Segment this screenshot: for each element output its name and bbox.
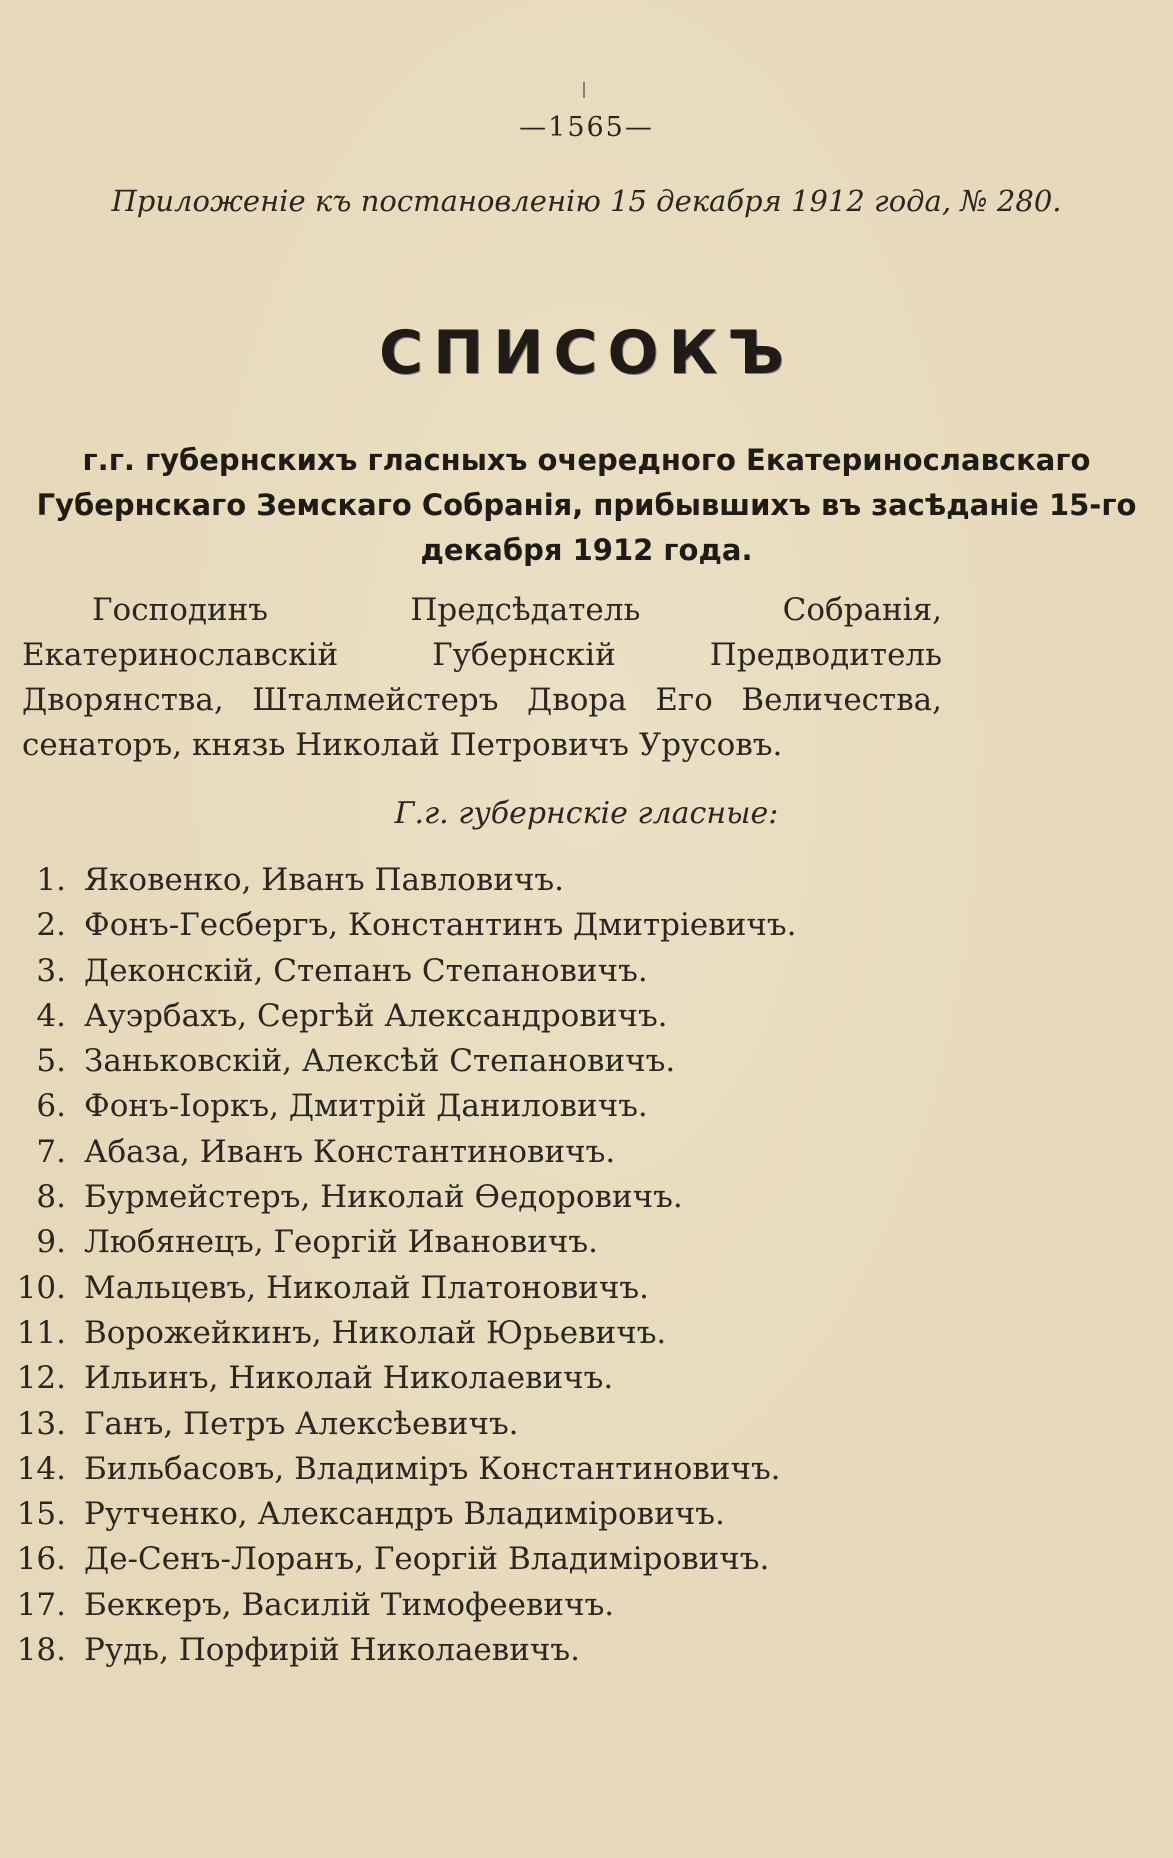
item-number: 18. — [16, 1632, 66, 1669]
list-item — [0, 1402, 1000, 1447]
member-name: Ильинъ, Николай Николаевичъ. — [84, 1360, 614, 1397]
item-number: 13. — [16, 1405, 66, 1442]
list-item — [0, 1492, 1000, 1537]
member-list — [0, 858, 1000, 1673]
member-name: Ауэрбахъ, Сергѣй Александровичъ. — [84, 997, 668, 1034]
list-item — [0, 1039, 1000, 1084]
item-number: 10. — [16, 1269, 66, 1306]
list-item — [0, 1084, 1000, 1129]
member-name: Абаза, Иванъ Константиновичъ. — [84, 1133, 616, 1170]
list-item — [0, 903, 1000, 948]
member-name: Бильбасовъ, Владиміръ Константиновичъ. — [84, 1450, 781, 1487]
item-number: 17. — [16, 1586, 66, 1623]
list-item — [0, 1220, 1000, 1265]
item-number: 1. — [36, 862, 66, 898]
page-number: —1565— — [519, 112, 654, 143]
member-name: Беккеръ, Василій Тимофеевичъ. — [84, 1586, 615, 1623]
list-item — [0, 1537, 1000, 1582]
item-number: 7. — [36, 1133, 66, 1170]
member-name: Де-Сенъ-Лоранъ, Георгій Владиміровичъ. — [84, 1541, 770, 1578]
item-number: 15. — [16, 1496, 66, 1533]
item-number: 2. — [36, 907, 66, 944]
member-name: Любянецъ, Георгій Ивановичъ. — [84, 1224, 598, 1261]
item-number: 14. — [16, 1450, 66, 1487]
list-item — [0, 1583, 1000, 1628]
list-item — [0, 1130, 1000, 1175]
item-number: 5. — [36, 1043, 66, 1080]
list-item — [0, 949, 1000, 994]
member-name: Ворожейкинъ, Николай Юрьевичъ. — [84, 1314, 667, 1351]
member-name: Мальцевъ, Николай Платоновичъ. — [84, 1269, 649, 1306]
member-name: Заньковскій, Алексѣй Степановичъ. — [84, 1043, 676, 1080]
item-number: 8. — [36, 1179, 66, 1216]
list-item — [0, 1447, 1000, 1492]
document-subtitle: г.г. губернскихъ гласныхъ очередного Екатеринославскаго Губернскаго Земскаго Собранія, прибывшихъ въ засѣданіе 15-го декабря 1912 года. — [36, 443, 1137, 567]
binding-mark — [583, 82, 585, 98]
member-name: Рутченко, Александръ Владиміровичъ. — [84, 1496, 725, 1533]
member-name: Бурмейстеръ, Николай Ѳедоровичъ. — [84, 1179, 683, 1216]
list-item — [0, 994, 1000, 1039]
item-number: 11. — [16, 1314, 66, 1351]
item-number: 4. — [36, 997, 66, 1034]
member-name: Яковенко, Иванъ Павловичъ. — [84, 862, 565, 898]
page-title: СПИСОКЪ — [379, 318, 794, 388]
item-number: 9. — [36, 1224, 66, 1261]
appendix-note: Приложеніе къ постановленію 15 декабря 1912 года, № 280. — [111, 184, 1062, 218]
item-number: 12. — [16, 1360, 66, 1397]
member-name: Рудь, Порфирій Николаевичъ. — [84, 1632, 580, 1669]
list-item — [0, 1628, 1000, 1673]
list-item — [0, 1266, 1000, 1311]
item-number: 16. — [16, 1541, 66, 1578]
chairman-paragraph: Господинъ Предсѣдатель Собранія, Екатеринославскій Губернскій Предводитель Дворянства, Шталмейстеръ Двора Его Величества, сенаторъ, князь Николай Петровичъ Урусовъ. — [22, 592, 942, 763]
list-item — [0, 1175, 1000, 1220]
list-item — [0, 1356, 1000, 1401]
member-name: Ганъ, Петръ Алексѣевичъ. — [84, 1405, 519, 1442]
member-name: Фонъ-Іоркъ, Дмитрій Даниловичъ. — [84, 1088, 648, 1125]
item-number: 6. — [36, 1088, 66, 1125]
section-heading: Г.г. губернскіе гласные: — [394, 796, 779, 831]
list-item — [0, 858, 1000, 903]
member-name: Фонъ-Гесбергъ, Константинъ Дмитріевичъ. — [84, 907, 797, 944]
item-number: 3. — [36, 952, 66, 989]
list-item — [0, 1311, 1000, 1356]
member-name: Деконскій, Степанъ Степановичъ. — [84, 952, 648, 989]
